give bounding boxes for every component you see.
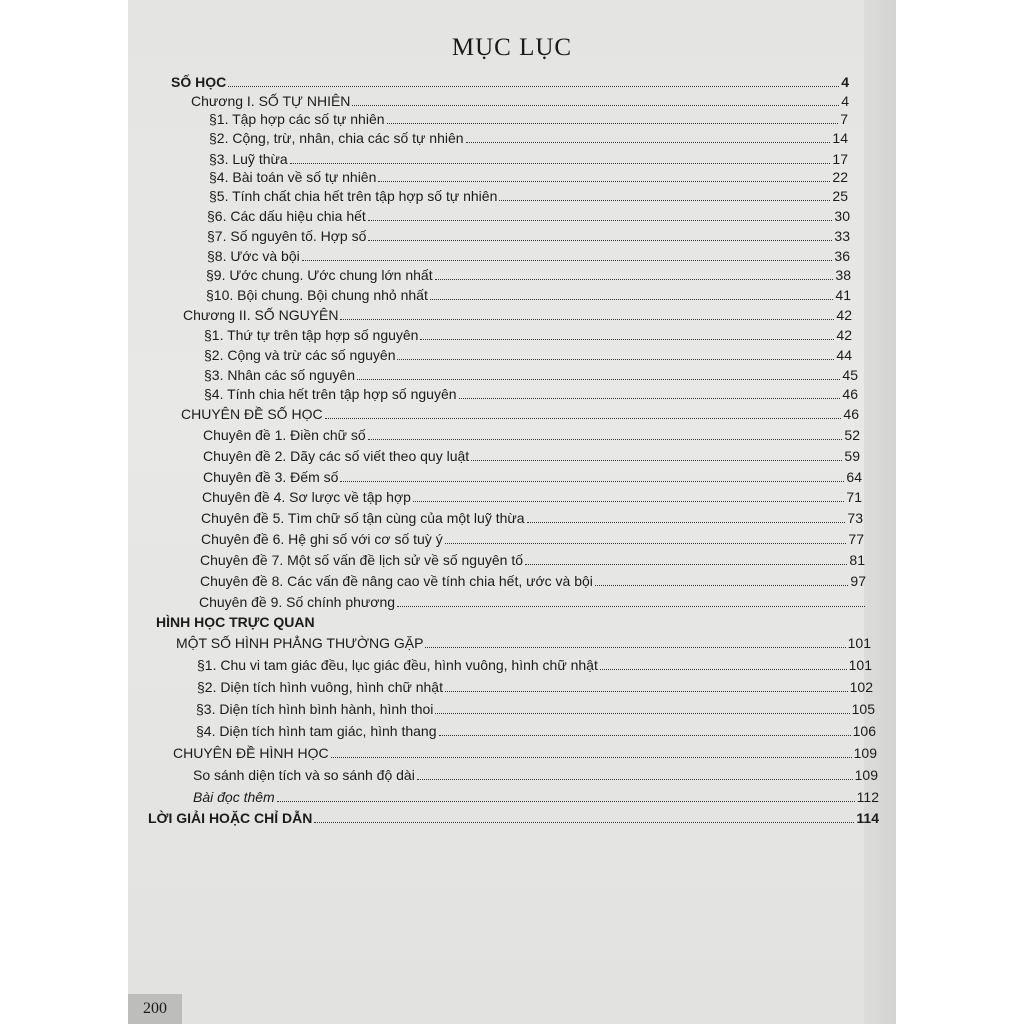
page-number: 200	[128, 994, 182, 1024]
toc-entry-section	[204, 363, 858, 383]
dot-leader	[439, 734, 851, 736]
toc-entry-label: §1. Thứ tự trên tập hợp số nguyên	[204, 327, 419, 343]
toc-entry-page: 109	[853, 745, 877, 761]
toc-entry-label: Bài đọc thêm	[193, 789, 275, 805]
toc-entry-page: 101	[847, 635, 871, 651]
dot-leader	[430, 298, 834, 300]
toc-entry-label: Chương II. SỐ NGUYÊN	[183, 307, 339, 323]
toc-entry-page: 101	[848, 657, 872, 673]
toc-entry-label: Chuyên đề 3. Đếm số	[203, 469, 339, 485]
toc-entry-page: 106	[852, 723, 876, 739]
toc-entry-label: Chuyên đề 8. Các vấn đề nâng cao về tính chia hết, ước và bội	[200, 573, 593, 589]
toc-entry-hinh-hoc	[156, 610, 556, 630]
toc-entry-label: LỜI GIẢI HOẶC CHỈ DẪN	[148, 810, 313, 826]
toc-entry-label: §1. Tập hợp các số tự nhiên	[209, 111, 385, 127]
toc-entry-page: 30	[834, 208, 850, 224]
dot-leader	[397, 605, 865, 607]
toc-entry-label: Chuyên đề 6. Hệ ghi số với cơ số tuỳ ý	[201, 531, 443, 547]
toc-entry-page: 36	[834, 248, 850, 264]
toc-entry-page: 105	[851, 701, 875, 717]
toc-entry-page: 42	[836, 327, 852, 343]
toc-entry-label: Chuyên đề 4. Sơ lược về tập hợp	[202, 489, 411, 505]
toc-entry-section	[206, 283, 851, 303]
toc-entry-label: Chuyên đề 7. Một số vấn đề lịch sử về số nguyên tố	[200, 552, 524, 568]
toc-entry-page: 109	[854, 767, 878, 783]
toc-entry-page: 45	[842, 367, 858, 383]
dot-leader	[277, 800, 855, 802]
toc-entry-page: 64	[846, 469, 862, 485]
dot-leader	[302, 259, 833, 261]
page-title: MỤC LỤC	[451, 34, 573, 61]
toc-entry-label: §9. Ước chung. Ước chung lớn nhất	[206, 267, 433, 283]
toc-entry-label: CHUYÊN ĐỀ HÌNH HỌC	[173, 745, 329, 761]
toc-entry-page: 41	[835, 287, 851, 303]
dot-leader	[527, 521, 846, 523]
toc-entry-page: 4	[841, 93, 849, 109]
dot-leader	[228, 85, 839, 87]
toc-entry-section	[200, 548, 865, 568]
toc-entry-label: §5. Tính chất chia hết trên tập hợp số tự nhiên	[209, 188, 498, 204]
dot-leader	[445, 690, 848, 692]
toc-entry-label: §1. Chu vi tam giác đều, lục giác đều, hình vuông, hình chữ nhật	[197, 657, 598, 673]
dot-leader	[425, 646, 845, 648]
dot-leader	[435, 712, 849, 714]
toc-entry-section	[209, 165, 848, 185]
toc-entry-label: §8. Ước và bội	[207, 248, 300, 264]
toc-entry-section	[209, 107, 848, 127]
toc-entry-label: §7. Số nguyên tố. Hợp số	[207, 228, 367, 244]
dot-leader	[378, 180, 830, 182]
toc-entry-label: §3. Luỹ thừa	[209, 151, 288, 167]
dot-leader	[331, 756, 852, 758]
dot-leader	[420, 338, 834, 340]
dot-leader	[368, 219, 833, 221]
toc-entry-label: MỘT SỐ HÌNH PHẲNG THƯỜNG GẶP	[176, 635, 424, 651]
toc-entry-label: Chuyên đề 2. Dãy các số viết theo quy luật	[203, 448, 470, 464]
toc-entry-label: §6. Các dấu hiệu chia hết	[207, 208, 366, 224]
dot-leader	[290, 162, 831, 164]
toc-entry-page: 33	[834, 228, 850, 244]
dot-leader	[595, 584, 849, 586]
toc-entry-section	[203, 423, 860, 443]
dot-leader	[368, 438, 843, 440]
toc-entry-page: 38	[835, 267, 851, 283]
toc-entry-section	[197, 653, 872, 673]
toc-entry-label: §4. Tính chia hết trên tập hợp số nguyên	[204, 386, 457, 402]
toc-entry-so-hoc	[171, 70, 849, 90]
toc-entry-label: §2. Diện tích hình vuông, hình chữ nhật	[197, 679, 443, 695]
toc-entry-page: 14	[832, 130, 848, 146]
dot-leader	[397, 358, 834, 360]
toc-entry-page: 77	[848, 531, 864, 547]
dot-leader	[417, 778, 853, 780]
toc-entry-page: 17	[832, 151, 848, 167]
toc-entry-label: §3. Nhân các số nguyên	[204, 367, 355, 383]
toc-entry-label: HÌNH HỌC TRỰC QUAN	[156, 614, 315, 630]
toc-entry-label: §2. Cộng và trừ các số nguyên	[204, 347, 396, 363]
toc-entry-page: 97	[850, 573, 866, 589]
toc-entry-section	[206, 263, 851, 283]
dot-leader	[325, 417, 842, 419]
toc-entry-section	[204, 343, 852, 363]
toc-entry-page: 71	[846, 489, 862, 505]
toc-entry-page: 114	[856, 810, 879, 826]
toc-entry-section	[203, 465, 862, 485]
toc-entry-section	[207, 224, 850, 244]
toc-entry-label: CHUYÊN ĐỀ SỐ HỌC	[181, 406, 323, 422]
dot-leader	[357, 378, 840, 380]
toc-entry-section	[196, 719, 876, 739]
toc-entry-label: §4. Diện tích hình tam giác, hình thang	[196, 723, 437, 739]
dot-leader	[459, 397, 841, 399]
toc-entry-label: Chuyên đề 9. Số chính phương	[199, 594, 396, 610]
dot-leader	[471, 459, 842, 461]
toc-entry-section	[207, 204, 850, 224]
toc-entry-section	[202, 485, 862, 505]
toc-entry-label: §2. Cộng, trừ, nhân, chia các số tự nhiên	[209, 130, 464, 146]
toc-entry-section	[201, 527, 864, 547]
toc-entry-section	[209, 184, 848, 204]
toc-entry-label: Chuyên đề 1. Điền chữ số	[203, 427, 366, 443]
dot-leader	[340, 318, 834, 320]
toc-entry-label: §4. Bài toán về số tự nhiên	[209, 169, 377, 185]
toc-entry-page: 4	[841, 74, 849, 90]
toc-entry-section	[193, 785, 879, 805]
toc-entry-label: §3. Diện tích hình bình hành, hình thoi	[196, 701, 434, 717]
dot-leader	[445, 542, 847, 544]
toc-entry-page: 25	[832, 188, 848, 204]
dot-leader	[314, 821, 854, 823]
toc-entry-chapter	[191, 89, 849, 109]
toc-entry-section	[204, 382, 858, 402]
toc-entry-page: 102	[849, 679, 873, 695]
toc-entry-page: 42	[836, 307, 852, 323]
dot-leader	[368, 239, 832, 241]
toc-entry-section	[209, 147, 848, 167]
toc-entry-section	[196, 697, 875, 717]
dot-leader	[525, 563, 847, 565]
toc-entry-chapter	[183, 303, 852, 323]
toc-entry-chapter	[181, 402, 859, 422]
toc-entry-page: 22	[832, 169, 848, 185]
dot-leader	[435, 278, 834, 280]
toc-entry-section	[203, 444, 860, 464]
toc-entry-label: §10. Bội chung. Bội chung nhỏ nhất	[206, 287, 428, 303]
toc-entry-section	[197, 675, 873, 695]
toc-entry-chapter	[173, 741, 877, 761]
toc-entry-label: Chương I. SỐ TỰ NHIÊN	[191, 93, 351, 109]
toc-entry-page: 44	[836, 347, 852, 363]
dot-leader	[413, 500, 845, 502]
toc-entry-section	[193, 763, 878, 783]
toc-entry-label: SỐ HỌC	[171, 74, 227, 90]
dot-leader	[340, 480, 844, 482]
dot-leader	[466, 141, 831, 143]
toc-entry-page: 7	[840, 111, 848, 127]
toc-entry-section	[207, 244, 850, 264]
toc-entry-loi-giai	[148, 806, 879, 826]
dot-leader	[352, 104, 839, 106]
toc-entry-page: 112	[856, 789, 879, 805]
toc-entry-section	[199, 590, 867, 610]
toc-entry-page: 46	[843, 406, 859, 422]
toc-entry-section	[201, 506, 863, 526]
toc-entry-section	[204, 323, 852, 343]
toc-entry-chapter	[176, 631, 871, 651]
toc-entry-label: Chuyên đề 5. Tìm chữ số tận cùng của một luỹ thừa	[201, 510, 525, 526]
toc-entry-page: 52	[844, 427, 860, 443]
dot-leader	[387, 122, 839, 124]
toc-entry-page: 81	[849, 552, 865, 568]
toc-entry-label: So sánh diện tích và so sánh độ dài	[193, 767, 415, 783]
toc-entry-page: 59	[844, 448, 860, 464]
dot-leader	[600, 668, 847, 670]
toc-entry-page: 73	[847, 510, 863, 526]
toc-entry-page: 46	[842, 386, 858, 402]
dot-leader	[499, 199, 830, 201]
toc-entry-section	[209, 126, 848, 146]
toc-entry-section	[200, 569, 866, 589]
